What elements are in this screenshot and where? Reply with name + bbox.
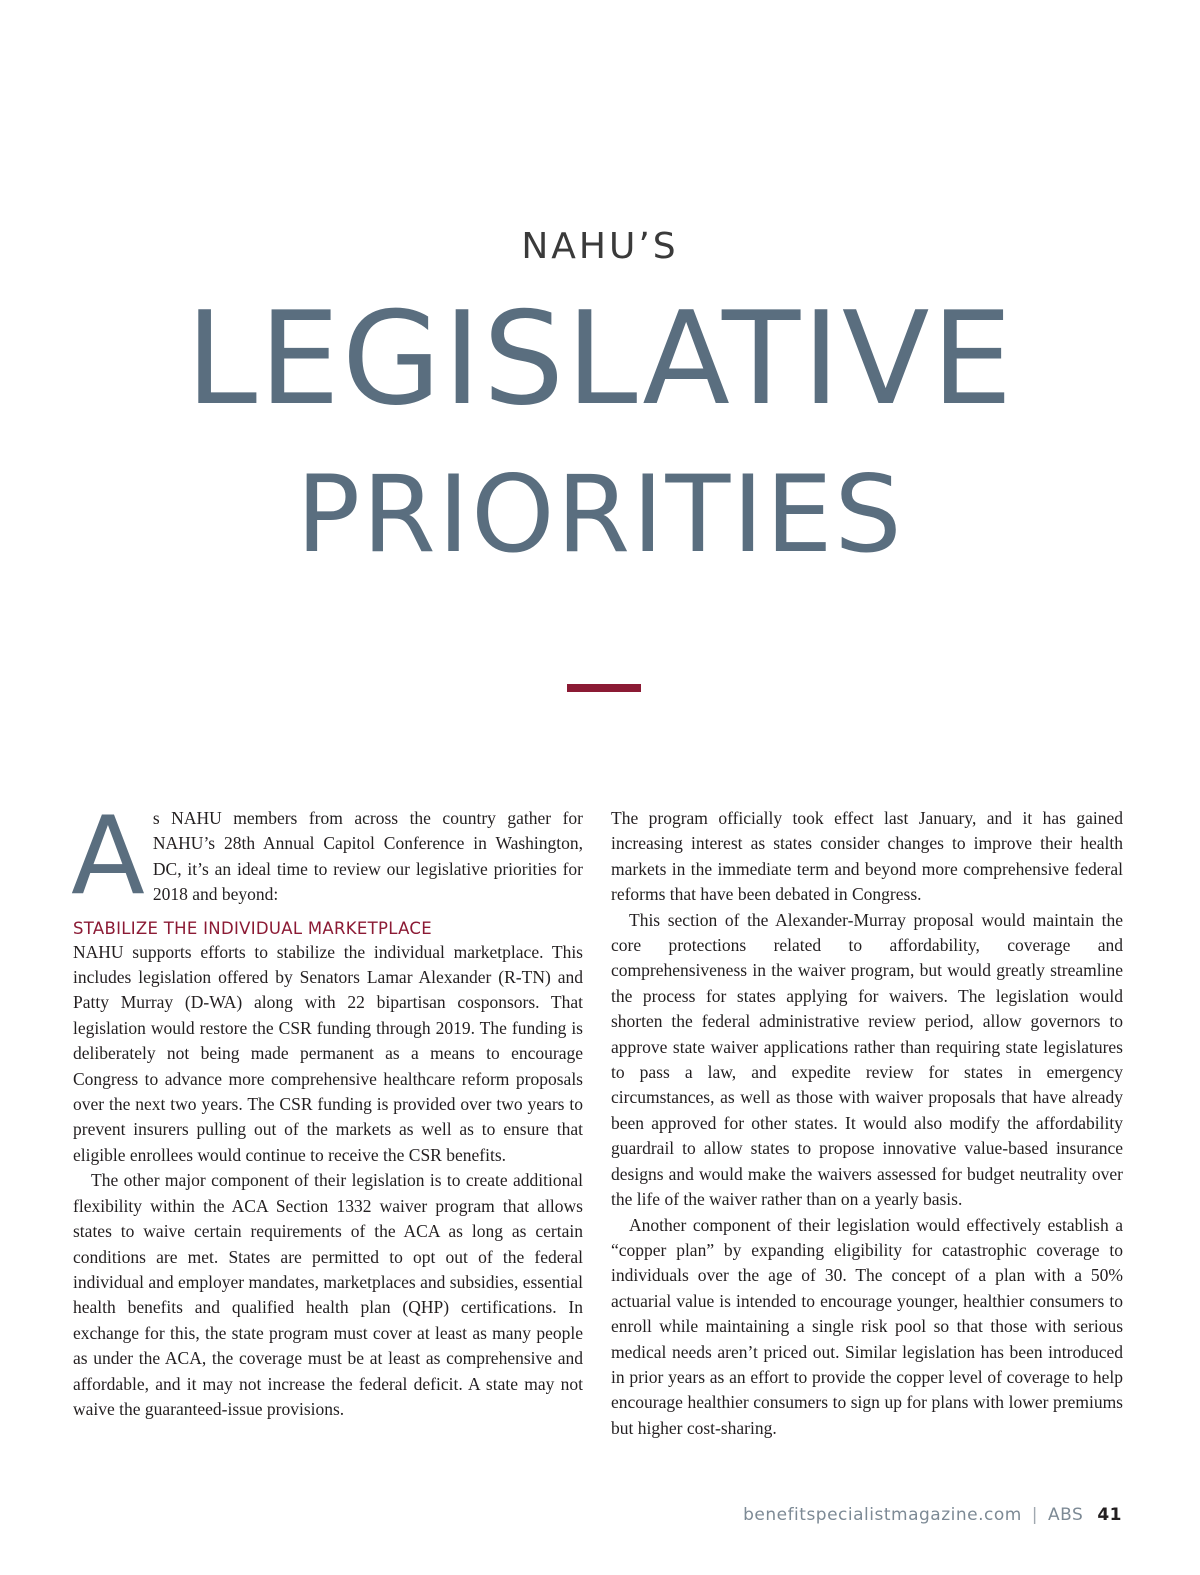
intro-paragraph [71,794,583,919]
page-title-line-1: LEGISLATIVE [185,285,1015,434]
footer-site-url: benefitspecialistmagazine.com [743,1505,1022,1525]
body-paragraph: The program officially took effect last January, and it has gained increasing interest as states consider changes to improve their health markets in the immediate term and beyond more comprehensive federal reforms that have been debated in Congress. [611,808,1123,905]
article-column-right [611,806,1123,1441]
page-footer [743,1505,1122,1525]
footer-separator: | [1031,1505,1039,1525]
footer-publication: ABS [1048,1505,1084,1525]
body-paragraph: Another component of their legislation would effectively establish a “copper plan” by expanding eligibility for catastrophic coverage to individuals over the age of 30. The concept of a plan with a 50% actuarial value is intended to encourage younger, healthier consumers to enroll while maintaining a single risk pool so that those with serious medical needs aren’t priced out. Similar legislation has been introduced in prior years as an effort to provide the copper level of coverage to help encourage healthier consumers to sign up for plans with lower premiums but higher cost-sharing. [611,1214,1123,1438]
section-heading: STABILIZE THE INDIVIDUAL MARKETPLACE [73,918,432,938]
article-column-left [71,794,583,1422]
page-number: 41 [1097,1505,1122,1525]
accent-divider [567,684,641,692]
title-kicker: NAHU’S [521,226,679,267]
page-title-line-2: PRIORITIES [296,453,904,576]
intro-text: s NAHU members from across the country gather for NAHU’s 28th Annual Capitol Conference in Washington, DC, it’s an ideal time to review our legislative priorities for 2018 and beyond: [152,808,583,905]
drop-cap: A [71,794,145,919]
body-paragraph: The other major component of their legislation is to create additional flexibility within the ACA Section 1332 waiver program that allows states to waive certain requirements of the ACA as long as certain conditions are met. States are permitted to opt out of the federal individual and employer mandates, marketplaces and subsidies, essential health benefits and qualified health plan (QHP) certifications. In exchange for this, the state program must cover at least as many people as under the ACA, the coverage must be at least as comprehensive and affordable, and it may not increase the federal deficit. A state may not waive the guaranteed-issue provisions. [73,1170,583,1419]
body-paragraph: NAHU supports efforts to stabilize the individual marketplace. This includes legislation offered by Senators Lamar Alexander (R-TN) and Patty Murray (D-WA) along with 22 bipartisan cosponsors. That legislation would restore the CSR funding through 2019. The funding is deliberately not being made permanent as a means to encourage Congress to advance more comprehensive healthcare reform proposals over the next two years. The CSR funding is provided over two years to prevent insurers pulling out of the markets as well as to ensure that eligible enrollees would continue to receive the CSR benefits. [73,941,583,1165]
body-paragraph: This section of the Alexander-Murray proposal would maintain the core protections related to affordability, coverage and comprehensiveness in the waiver program, but would greatly streamline the process for states applying for waivers. The legislation would shorten the federal administrative review period, allow governors to approve state waiver applications rather than requiring state legislatures to pass a law, and expedite review for states in emergency circumstances, as well as those with waiver proposals that have already been approved for other states. It would also modify the affordability guardrail to allow states to propose innovative value-based insurance designs and would make the waivers assessed for budget neutrality over the life of the waiver rather than on a yearly basis. [611,909,1123,1210]
